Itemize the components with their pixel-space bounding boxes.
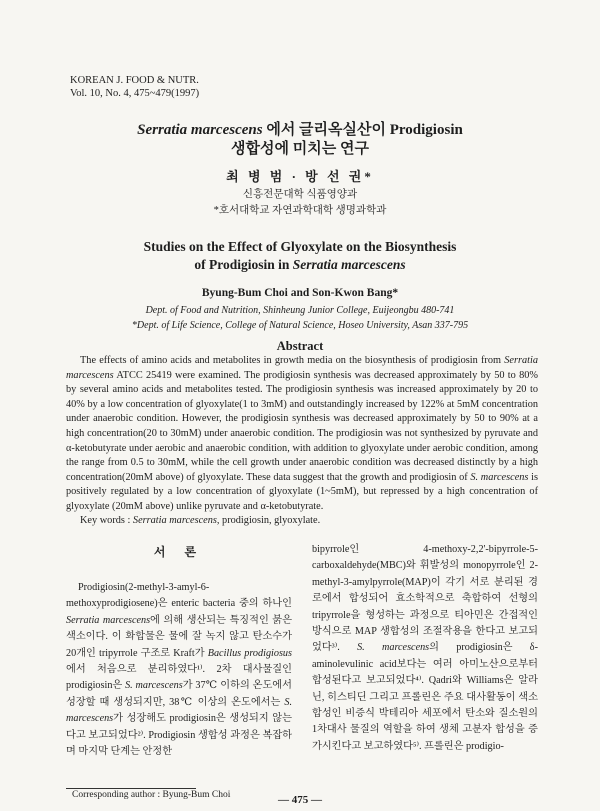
section-heading: 서 론 <box>153 545 205 559</box>
right-text-1: bipyrrole인 4-methoxy-2,2'-bipyrrole-5-carboxaldehyde(MBC)와 휘발성의 monopyrrole인 2-methyl-3-amylpyrrole(MAP)이 각기 서로 분리된 경로에서 합성되어 효소학적으로 축합하여 선형의 tripyrrole을 형성하는 과정으로 티아민은 간접적인 방식으로 MAP 생합성의 조절작용을 한다고 보고되었다³⁾. <box>312 544 538 654</box>
english-affiliation-2: *Dept. of Life Science, College of Natural Science, Hoseo University, Asan 337-795 <box>131 320 469 331</box>
korean-affiliation-2: *호서대학교 자연과학대학 생명과학과 <box>213 205 387 216</box>
footnote-rule <box>66 788 196 789</box>
abstract-species-1: Serratia marcescens <box>66 355 538 381</box>
english-title <box>0 238 600 274</box>
abstract-text-2: ATCC 25419 were examined. The prodigiosin synthesis was decreased approximately by 50 to 80% by several amino acids and metabolites tested. The prodigiosin synthesis was increased approximately by 20 to 40% by a low concentration of glyoxylate(1 to 3mM) and outstandingly increased by 122% at 5mM concentration under anaerobic condition. However, the prodigiosin synthesis was decreased approximately by 50 to 90% at a high concentration(20 to 30mM) under anaerobic condition. The prodigiosin was not synthesized by pyruvate and α-ketobutyrate under aerobic and anaerobic condition, with addition to glyoxylate under aerobic condition, among the range from 0.5 to 30mM, while the cell growth under anaerobic condition was decreased distinctly by a high concentration(20mM above) of glyoxylate. These data suggest that the growth and prodigiosin of <box>66 369 538 483</box>
korean-title-species: Serratia marcescens <box>137 122 263 138</box>
abstract-species-2: S. marcescens <box>470 471 529 483</box>
left-column-text <box>66 580 292 760</box>
english-title-species: Serratia marcescens <box>292 257 406 272</box>
english-authors: Byung-Bum Choi and Son-Kwon Bang* <box>201 287 399 299</box>
page-number: ― 475 ― <box>278 794 322 806</box>
abstract-text-3: is positively regulated by a low concentration of glyoxylate (1~5mM), but repressed by a high concentration of glyoxylate (20mM above) unlike pyruvate and α-ketobutyrate. <box>66 471 538 512</box>
korean-title <box>0 121 600 159</box>
korean-affiliation-1: 신흥전문대학 식품영양과 <box>242 189 358 200</box>
keywords-label: Key words : <box>80 515 133 526</box>
journal-name: KOREAN J. FOOD & NUTR. <box>70 75 199 86</box>
journal-volume: Vol. 10, No. 4, 475~479(1997) <box>70 88 200 99</box>
english-affiliation-1: Dept. of Food and Nutrition, Shinheung Junior College, Euijeongbu 480-741 <box>145 305 455 316</box>
abstract-text-1: The effects of amino acids and metabolites in growth media on the biosynthesis of prodigiosin from <box>80 355 505 366</box>
left-text-3: 에서 처음으로 분리하였다¹⁾. 2차 대사물질인 prodigiosin은 <box>66 664 292 692</box>
english-title-line1: Studies on the Effect of Glyoxylate on the Biosynthesis <box>143 239 457 254</box>
left-text-1: Prodigiosin(2-methyl-3-amyl-6-methoxyprodigiosene)은 enteric bacteria 중의 하나인 <box>66 582 292 610</box>
left-species-3: S. marcescens <box>125 680 183 692</box>
korean-title-line1: 에서 글리옥실산이 Prodigiosin <box>266 122 463 138</box>
keywords <box>80 515 320 526</box>
left-species-4: S. marcescens <box>66 696 292 725</box>
abstract-body <box>66 354 538 515</box>
journal-header <box>70 74 199 100</box>
keywords-species: Serratia marcescens, <box>132 515 220 526</box>
left-text-2: 에 의해 생산되는 특징적인 붉은 색소이다. 이 화합물은 물에 잘 녹지 않고 탄소수가 20개인 tripyrrole 구조로 Kraft가 <box>66 614 292 659</box>
left-species-1: Serratia marcescens <box>66 614 151 626</box>
corresponding-author: Corresponding author : Byung-Bum Choi <box>72 790 231 800</box>
left-species-2: Bacillus prodigiosus <box>207 647 292 659</box>
korean-authors: 최 병 범 · 방 선 권* <box>226 169 374 184</box>
abstract-paragraph <box>66 354 538 515</box>
left-text-5: 가 성장해도 prodigiosin은 생성되지 않는다고 보고되었다²⁾. Prodigiosin 생합성 과정은 복잡하며 마지막 단계는 안정한 <box>66 713 292 758</box>
right-column-text <box>312 542 538 755</box>
left-text-4: 가 37℃ 이하의 온도에서 성장할 때 생성되지만, 38℃ 이상의 온도에서는 <box>66 680 292 708</box>
right-text-2: 의 prodigiosin은 δ-aminolevulinic acid보다는 여러 아미노산으로부터 합성된다고 보고되었다⁴⁾. Qadri와 Williams은 알라닌, 히스티딘 그리고 프롤린은 주요 대사활동이 색소합성인 비증식 박테리아 세포에서 탄소와 질소원의 1차대사 물질의 역할을 하여 생체 고분자 합성을 증가시킨다고 보고하였다⁵⁾. 프롤린은 prodigio- <box>312 642 538 752</box>
keywords-rest: prodigiosin, glyoxylate. <box>219 515 321 526</box>
right-species-1: S. marcescens <box>357 642 430 654</box>
abstract-heading: Abstract <box>276 339 324 353</box>
korean-title-line2: 생합성에 미치는 연구 <box>231 141 369 157</box>
english-title-line2: of Prodigiosin in <box>194 257 293 272</box>
